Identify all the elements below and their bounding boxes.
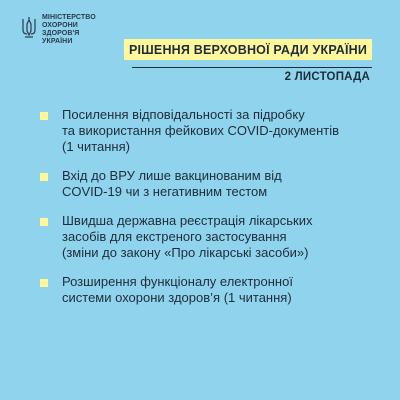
list-item — [40, 274, 370, 306]
ministry-name-line: УКРАЇНИ — [42, 38, 73, 45]
list-item-text: Швидша державна реєстрація лікарських засобів для екстреного застосування (зміни до закону «Про лікарські засоби») — [62, 213, 313, 260]
ministry-name-line: МІНІСТЕРСТВО — [42, 14, 96, 21]
page-title: РІШЕННЯ ВЕРХОВНОЇ РАДИ УКРАЇНИ — [128, 42, 368, 57]
divider — [132, 67, 372, 68]
date-label: 2 ЛИСТОПАДА — [284, 71, 370, 83]
bullet-square-icon — [40, 173, 48, 181]
ministry-name-line: ЗДОРОВ'Я — [42, 30, 80, 37]
decisions-list — [40, 107, 370, 319]
bullet-square-icon — [40, 112, 48, 120]
bullet-square-icon — [40, 279, 48, 287]
ministry-name-line: ОХОРОНИ — [42, 22, 78, 29]
list-item — [40, 168, 370, 200]
trident-icon — [22, 16, 36, 38]
list-item — [40, 213, 370, 261]
bullet-square-icon — [40, 218, 48, 226]
ministry-logo — [22, 14, 96, 46]
list-item — [40, 107, 370, 155]
list-item-text: Посилення відповідальності за підробку та використання фейкових COVID-документів (1 читання) — [62, 107, 340, 154]
ministry-name — [42, 14, 96, 46]
list-item-text: Розширення функціоналу електронної системи охорони здоров’я (1 читання) — [62, 274, 293, 305]
title-banner — [124, 39, 372, 60]
list-item-text: Вхід до ВРУ лише вакцинованим від COVID-19 чи з негативним тестом — [62, 168, 282, 199]
